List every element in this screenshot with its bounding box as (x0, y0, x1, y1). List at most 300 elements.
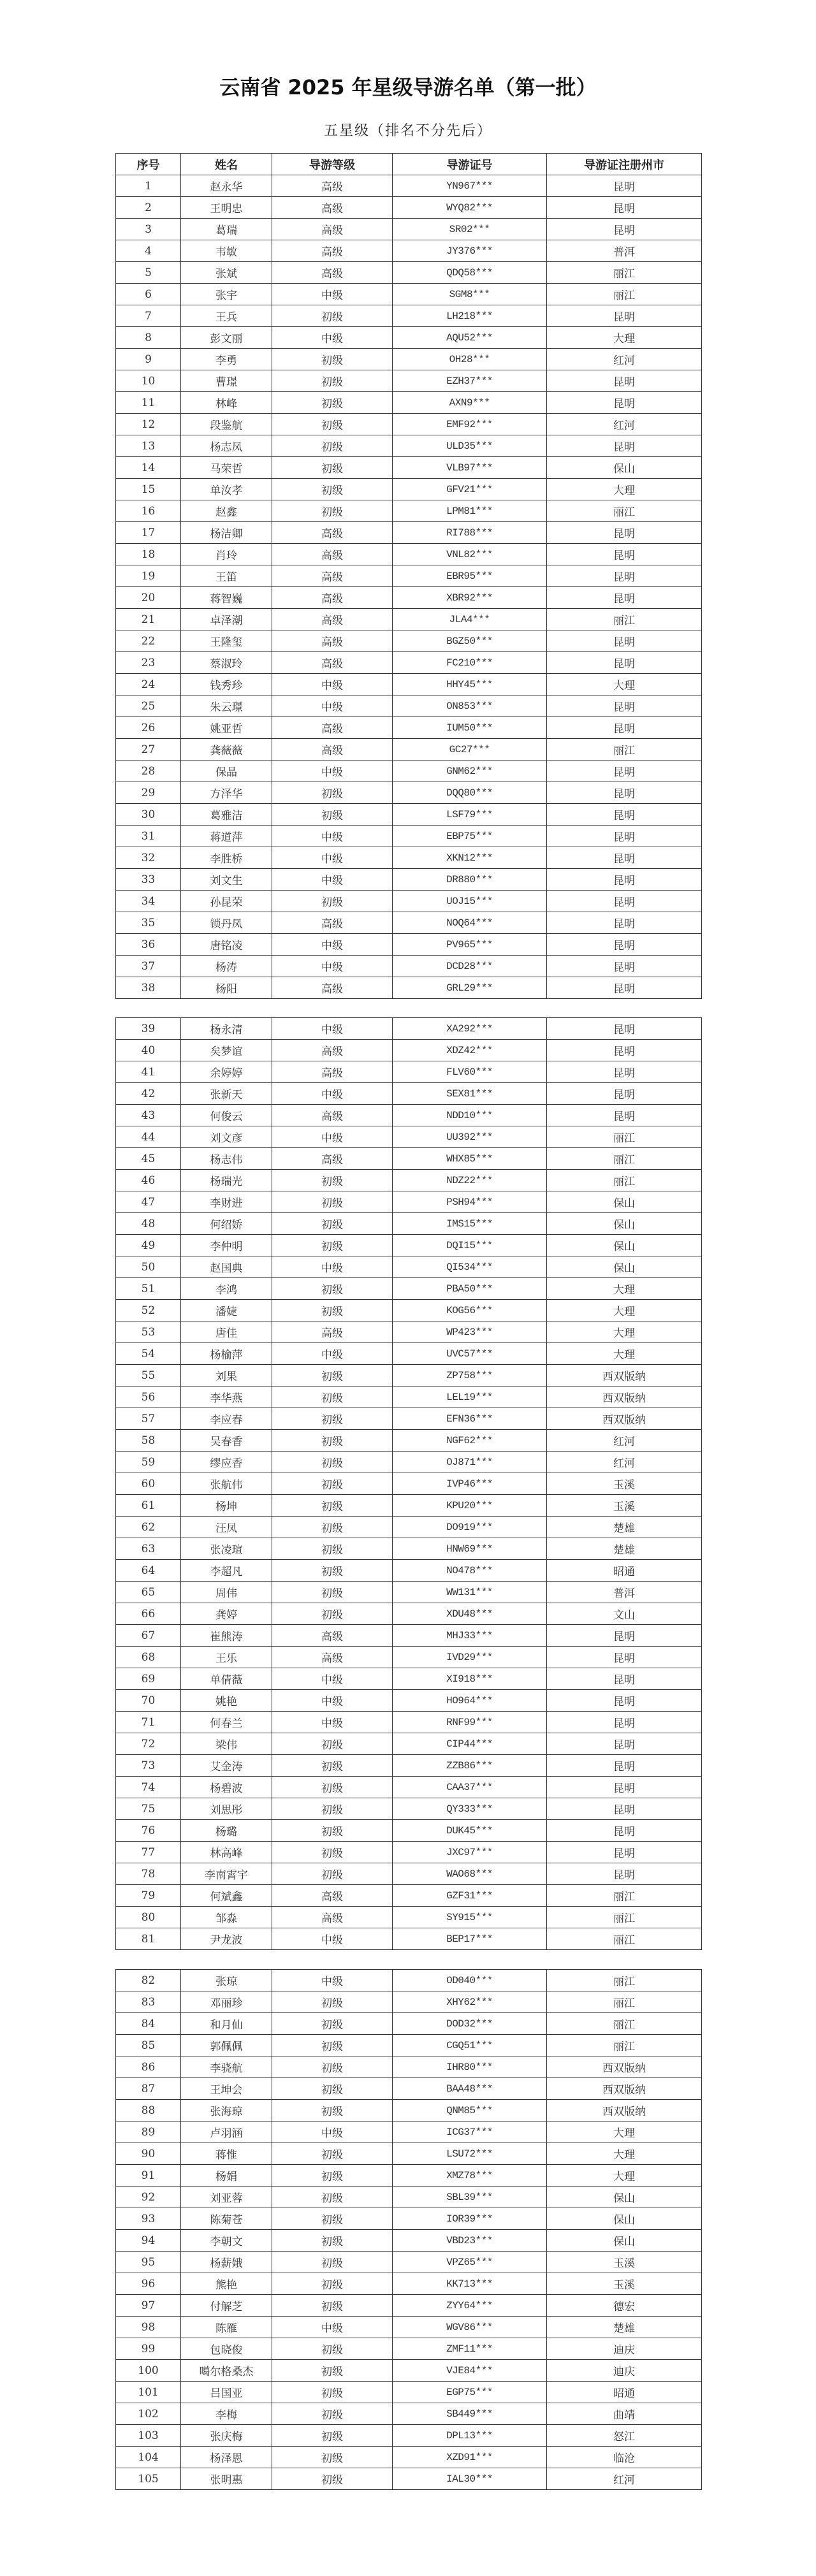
col-cert-no-cell: DR880*** (393, 869, 547, 891)
col-index-cell: 23 (116, 652, 181, 674)
col-level-cell: 初级 (272, 2230, 393, 2252)
col-name-cell: 李朝文 (181, 2230, 272, 2252)
col-city-cell: 昆明 (547, 370, 702, 392)
document-subtitle: 五星级（排名不分先后） (323, 123, 492, 139)
col-name-cell: 艾金涛 (181, 1755, 272, 1777)
table-row (116, 2100, 702, 2121)
col-name-cell: 张庆梅 (181, 2425, 272, 2447)
table-row (116, 587, 702, 609)
col-level-cell: 高级 (272, 609, 393, 630)
table-row (116, 1625, 702, 1647)
col-level-cell: 中级 (272, 1928, 393, 1950)
col-city-cell: 昆明 (547, 956, 702, 977)
col-level-cell: 中级 (272, 1256, 393, 1278)
col-city-cell: 玉溪 (547, 2252, 702, 2273)
col-level-cell: 高级 (272, 240, 393, 262)
table-row (116, 522, 702, 544)
col-name-cell: 李南霄宇 (181, 1863, 272, 1885)
col-cert-no-cell: IVP46*** (393, 1473, 547, 1495)
col-name-cell: 李超凡 (181, 1560, 272, 1582)
col-index-cell: 3 (116, 219, 181, 240)
col-name-cell: 梁伟 (181, 1733, 272, 1755)
col-city-cell: 昆明 (547, 1083, 702, 1105)
col-city-cell: 昆明 (547, 392, 702, 414)
table-row (116, 804, 702, 826)
col-level-cell: 初级 (272, 2143, 393, 2165)
col-name-cell: 赵国典 (181, 1256, 272, 1278)
col-name-cell: 李仲明 (181, 1235, 272, 1256)
col-cert-no-cell: DPL13*** (393, 2425, 547, 2447)
col-level-cell: 高级 (272, 1148, 393, 1170)
col-index-cell: 26 (116, 717, 181, 739)
table-row (116, 500, 702, 522)
col-cert-no-cell: BGZ50*** (393, 630, 547, 652)
col-name-cell: 单汝孝 (181, 479, 272, 500)
col-index-cell: 86 (116, 2056, 181, 2078)
col-cert-no-cell: EFN36*** (393, 1408, 547, 1430)
table-row (116, 1777, 702, 1798)
table-row (116, 1300, 702, 1321)
col-level-cell: 中级 (272, 760, 393, 782)
col-level-cell: 高级 (272, 587, 393, 609)
col-level-cell: 初级 (272, 782, 393, 804)
table-row (116, 175, 702, 197)
col-index-cell: 21 (116, 609, 181, 630)
col-city-cell: 昆明 (547, 934, 702, 956)
table-row (116, 760, 702, 782)
col-city-cell: 丽江 (547, 500, 702, 522)
col-index-cell: 38 (116, 977, 181, 999)
col-level-cell: 中级 (272, 934, 393, 956)
col-level-cell: 初级 (272, 1777, 393, 1798)
table-header-row (116, 154, 702, 175)
col-index-cell: 16 (116, 500, 181, 522)
col-name-cell: 王笛 (181, 565, 272, 587)
col-level-cell: 初级 (272, 2360, 393, 2382)
col-city-cell: 保山 (547, 457, 702, 479)
col-city-cell: 楚雄 (547, 2317, 702, 2338)
col-cert-no-cell: LSF79*** (393, 804, 547, 826)
col-city-cell: 迪庆 (547, 2338, 702, 2360)
col-cert-no-cell: LPM81*** (393, 500, 547, 522)
table-row (116, 2468, 702, 2490)
col-index-cell: 8 (116, 327, 181, 349)
col-name-cell: 崔熊涛 (181, 1625, 272, 1647)
col-index-cell: 93 (116, 2208, 181, 2230)
table-page-block (115, 1017, 702, 1950)
col-name-cell: 王坤会 (181, 2078, 272, 2100)
col-cert-no-cell: ZZB86*** (393, 1755, 547, 1777)
col-level-cell: 初级 (272, 2013, 393, 2035)
col-cert-no-cell: DQQ80*** (393, 782, 547, 804)
col-city-cell: 丽江 (547, 1148, 702, 1170)
col-level-cell: 中级 (272, 1970, 393, 1991)
col-city-cell: 昆明 (547, 1668, 702, 1690)
col-name-cell: 何俊云 (181, 1105, 272, 1126)
col-cert-no-cell: JLA4*** (393, 609, 547, 630)
col-cert-no-cell: OH28*** (393, 349, 547, 370)
col-city-cell: 昆明 (547, 977, 702, 999)
col-name-cell: 卢羽涵 (181, 2121, 272, 2143)
col-name-cell: 刘思彤 (181, 1798, 272, 1820)
col-cert-no-cell: XA292*** (393, 1018, 547, 1040)
col-name-cell: 张明惠 (181, 2468, 272, 2490)
col-index-cell: 68 (116, 1647, 181, 1668)
col-level-cell: 初级 (272, 1452, 393, 1473)
table-row (116, 2121, 702, 2143)
col-city-cell: 昆明 (547, 1820, 702, 1842)
col-cert-no-cell: JXC97*** (393, 1842, 547, 1863)
col-index-cell: 11 (116, 392, 181, 414)
col-city-cell: 昆明 (547, 1777, 702, 1798)
col-cert-no-cell: WAO68*** (393, 1863, 547, 1885)
table-row (116, 1517, 702, 1538)
table-row (116, 1582, 702, 1603)
col-level-cell: 初级 (272, 479, 393, 500)
col-level-cell: 中级 (272, 695, 393, 717)
col-cert-no-cell: BEP17*** (393, 1928, 547, 1950)
col-level-cell: 初级 (272, 1191, 393, 1213)
col-cert-no-cell: GZF31*** (393, 1885, 547, 1907)
col-city-cell: 丽江 (547, 739, 702, 760)
table-row (116, 782, 702, 804)
col-cert-no-cell: IVD29*** (393, 1647, 547, 1668)
col-city-cell: 保山 (547, 1213, 702, 1235)
col-cert-no-cell: OD040*** (393, 1970, 547, 1991)
col-index-cell: 9 (116, 349, 181, 370)
col-name-cell: 赵鑫 (181, 500, 272, 522)
col-cert-no-cell: QI534*** (393, 1256, 547, 1278)
col-level-cell: 初级 (272, 435, 393, 457)
col-city-cell: 昆明 (547, 219, 702, 240)
col-index-cell: 91 (116, 2165, 181, 2187)
col-city-cell: 昆明 (547, 695, 702, 717)
col-cert-no-cell: GFV21*** (393, 479, 547, 500)
col-index-cell: 92 (116, 2187, 181, 2208)
table-row (116, 284, 702, 305)
col-level-cell: 高级 (272, 544, 393, 565)
col-cert-no-cell: XKN12*** (393, 847, 547, 869)
col-index-cell: 25 (116, 695, 181, 717)
col-level-cell: 中级 (272, 1668, 393, 1690)
col-name-cell: 张海琼 (181, 2100, 272, 2121)
col-name-cell: 李胜桥 (181, 847, 272, 869)
col-index-cell: 19 (116, 565, 181, 587)
col-cert-no-cell: NDZ22*** (393, 1170, 547, 1191)
col-city-cell: 红河 (547, 2468, 702, 2490)
col-level-cell: 初级 (272, 1991, 393, 2013)
table-row (116, 1928, 702, 1950)
col-name-cell: 李华燕 (181, 1386, 272, 1408)
col-cert-no-cell: QDQ58*** (393, 262, 547, 284)
col-name-cell: 葛瑞 (181, 219, 272, 240)
col-cert-no-cell: ULD35*** (393, 435, 547, 457)
col-level-cell: 初级 (272, 2382, 393, 2403)
col-city-cell: 红河 (547, 1452, 702, 1473)
col-name-cell: 吕国亚 (181, 2382, 272, 2403)
col-cert-no-cell: GRL29*** (393, 977, 547, 999)
col-name-cell: 王乐 (181, 1647, 272, 1668)
col-cert-no-cell: DQI15*** (393, 1235, 547, 1256)
table-row (116, 2078, 702, 2100)
table-row (116, 435, 702, 457)
col-cert-no-cell: IMS15*** (393, 1213, 547, 1235)
col-name-cell: 蒋惟 (181, 2143, 272, 2165)
col-name-cell: 李勇 (181, 349, 272, 370)
table-row (116, 219, 702, 240)
col-index-cell: 28 (116, 760, 181, 782)
col-city-cell: 丽江 (547, 1928, 702, 1950)
col-level-cell: 高级 (272, 1321, 393, 1343)
table-row (116, 1603, 702, 1625)
col-name-cell: 杨志凤 (181, 435, 272, 457)
col-level-cell: 初级 (272, 2035, 393, 2056)
col-level-cell: 初级 (272, 891, 393, 912)
col-name-cell: 唐铭凌 (181, 934, 272, 956)
col-city-cell: 玉溪 (547, 2273, 702, 2295)
col-index-cell: 52 (116, 1300, 181, 1321)
col-index-cell: 43 (116, 1105, 181, 1126)
col-index-cell: 1 (116, 175, 181, 197)
header-col-level: 导游等级 (272, 154, 393, 175)
col-cert-no-cell: KPU20*** (393, 1495, 547, 1517)
col-index-cell: 15 (116, 479, 181, 500)
col-index-cell: 40 (116, 1040, 181, 1061)
col-name-cell: 保晶 (181, 760, 272, 782)
table-row (116, 1256, 702, 1278)
col-level-cell: 中级 (272, 2121, 393, 2143)
col-cert-no-cell: VBD23*** (393, 2230, 547, 2252)
col-level-cell: 中级 (272, 956, 393, 977)
table-row (116, 392, 702, 414)
table-row (116, 826, 702, 847)
col-name-cell: 朱云璟 (181, 695, 272, 717)
table-row (116, 1061, 702, 1083)
col-index-cell: 75 (116, 1798, 181, 1820)
col-name-cell: 杨薪娥 (181, 2252, 272, 2273)
col-index-cell: 64 (116, 1560, 181, 1582)
col-city-cell: 保山 (547, 2208, 702, 2230)
table-row (116, 1560, 702, 1582)
col-cert-no-cell: HNW69*** (393, 1538, 547, 1560)
col-level-cell: 初级 (272, 2078, 393, 2100)
col-city-cell: 昆明 (547, 1105, 702, 1126)
col-index-cell: 37 (116, 956, 181, 977)
col-name-cell: 肖玲 (181, 544, 272, 565)
col-city-cell: 昆明 (547, 197, 702, 219)
col-name-cell: 杨碧波 (181, 1777, 272, 1798)
col-city-cell: 红河 (547, 349, 702, 370)
col-level-cell: 中级 (272, 1126, 393, 1148)
col-city-cell: 大理 (547, 327, 702, 349)
col-cert-no-cell: DOD32*** (393, 2013, 547, 2035)
col-cert-no-cell: XDZ42*** (393, 1040, 547, 1061)
col-city-cell: 楚雄 (547, 1538, 702, 1560)
col-name-cell: 刘文彦 (181, 1126, 272, 1148)
col-name-cell: 张琼 (181, 1970, 272, 1991)
col-cert-no-cell: OJ871*** (393, 1452, 547, 1473)
col-index-cell: 2 (116, 197, 181, 219)
col-index-cell: 74 (116, 1777, 181, 1798)
col-city-cell: 昆明 (547, 565, 702, 587)
document-title: 云南省 2025 年星级导游名单（第一批） (219, 75, 597, 99)
col-city-cell: 昆明 (547, 1018, 702, 1040)
col-index-cell: 20 (116, 587, 181, 609)
col-cert-no-cell: IUM50*** (393, 717, 547, 739)
col-cert-no-cell: XBR92*** (393, 587, 547, 609)
col-index-cell: 58 (116, 1430, 181, 1452)
col-name-cell: 林高峰 (181, 1842, 272, 1863)
col-level-cell: 初级 (272, 457, 393, 479)
col-index-cell: 5 (116, 262, 181, 284)
col-city-cell: 临沧 (547, 2447, 702, 2468)
col-level-cell: 高级 (272, 717, 393, 739)
table-row (116, 674, 702, 695)
col-name-cell: 李财进 (181, 1191, 272, 1213)
col-cert-no-cell: EBR95*** (393, 565, 547, 587)
col-index-cell: 99 (116, 2338, 181, 2360)
col-level-cell: 初级 (272, 1300, 393, 1321)
col-city-cell: 玉溪 (547, 1495, 702, 1517)
col-cert-no-cell: SGM8*** (393, 284, 547, 305)
col-level-cell: 初级 (272, 2447, 393, 2468)
col-cert-no-cell: VJE84*** (393, 2360, 547, 2382)
table-row (116, 2317, 702, 2338)
col-index-cell: 48 (116, 1213, 181, 1235)
col-level-cell: 初级 (272, 2187, 393, 2208)
table-row (116, 197, 702, 219)
table-row (116, 2252, 702, 2273)
col-level-cell: 初级 (272, 2165, 393, 2187)
table-row (116, 327, 702, 349)
col-city-cell: 大理 (547, 1278, 702, 1300)
col-index-cell: 14 (116, 457, 181, 479)
col-city-cell: 保山 (547, 1256, 702, 1278)
col-city-cell: 丽江 (547, 1170, 702, 1191)
col-cert-no-cell: FLV60*** (393, 1061, 547, 1083)
col-cert-no-cell: QY333*** (393, 1798, 547, 1820)
col-index-cell: 85 (116, 2035, 181, 2056)
col-name-cell: 缪应香 (181, 1452, 272, 1473)
col-index-cell: 63 (116, 1538, 181, 1560)
table-row (116, 1842, 702, 1863)
col-city-cell: 昆明 (547, 544, 702, 565)
col-level-cell: 高级 (272, 630, 393, 652)
table-row (116, 349, 702, 370)
col-city-cell: 昆明 (547, 760, 702, 782)
table-row (116, 2382, 702, 2403)
table-row (116, 414, 702, 435)
col-index-cell: 71 (116, 1712, 181, 1733)
col-city-cell: 大理 (547, 2121, 702, 2143)
table-row (116, 1473, 702, 1495)
col-index-cell: 100 (116, 2360, 181, 2382)
table-row (116, 1970, 702, 1991)
col-level-cell: 高级 (272, 739, 393, 760)
col-city-cell: 大理 (547, 1343, 702, 1365)
table-row (116, 1105, 702, 1126)
col-index-cell: 39 (116, 1018, 181, 1040)
col-name-cell: 付解芝 (181, 2295, 272, 2317)
col-city-cell: 昆明 (547, 847, 702, 869)
col-city-cell: 曲靖 (547, 2403, 702, 2425)
col-index-cell: 42 (116, 1083, 181, 1105)
col-index-cell: 60 (116, 1473, 181, 1495)
col-level-cell: 初级 (272, 1430, 393, 1452)
col-city-cell: 大理 (547, 1300, 702, 1321)
col-index-cell: 50 (116, 1256, 181, 1278)
col-name-cell: 韦敏 (181, 240, 272, 262)
col-level-cell: 初级 (272, 1582, 393, 1603)
col-name-cell: 何斌鑫 (181, 1885, 272, 1907)
col-cert-no-cell: SEX81*** (393, 1083, 547, 1105)
col-cert-no-cell: VPZ65*** (393, 2252, 547, 2273)
col-city-cell: 昭通 (547, 2382, 702, 2403)
table-row (116, 2035, 702, 2056)
col-level-cell: 中级 (272, 1343, 393, 1365)
col-name-cell: 蔡淑玲 (181, 652, 272, 674)
col-index-cell: 97 (116, 2295, 181, 2317)
col-city-cell: 昆明 (547, 587, 702, 609)
col-name-cell: 唐佳 (181, 1321, 272, 1343)
col-index-cell: 95 (116, 2252, 181, 2273)
table-row (116, 1321, 702, 1343)
col-level-cell: 初级 (272, 1170, 393, 1191)
col-name-cell: 段鉴航 (181, 414, 272, 435)
col-city-cell: 德宏 (547, 2295, 702, 2317)
col-index-cell: 7 (116, 305, 181, 327)
col-city-cell: 昆明 (547, 1733, 702, 1755)
col-level-cell: 高级 (272, 262, 393, 284)
col-level-cell: 初级 (272, 2273, 393, 2295)
col-city-cell: 昆明 (547, 804, 702, 826)
col-name-cell: 陈菊苍 (181, 2208, 272, 2230)
col-name-cell: 张航伟 (181, 1473, 272, 1495)
col-name-cell: 汪凤 (181, 1517, 272, 1538)
table-row (116, 956, 702, 977)
col-index-cell: 67 (116, 1625, 181, 1647)
table-row (116, 262, 702, 284)
col-level-cell: 初级 (272, 1560, 393, 1582)
col-index-cell: 87 (116, 2078, 181, 2100)
col-name-cell: 邹淼 (181, 1907, 272, 1928)
table-row (116, 739, 702, 760)
col-city-cell: 昆明 (547, 1842, 702, 1863)
col-index-cell: 47 (116, 1191, 181, 1213)
col-name-cell: 葛雅洁 (181, 804, 272, 826)
table-row (116, 1018, 702, 1040)
col-index-cell: 65 (116, 1582, 181, 1603)
table-row (116, 1820, 702, 1842)
col-index-cell: 34 (116, 891, 181, 912)
table-row (116, 1495, 702, 1517)
col-cert-no-cell: EGP75*** (393, 2382, 547, 2403)
table-row (116, 1647, 702, 1668)
col-index-cell: 56 (116, 1386, 181, 1408)
col-city-cell: 昆明 (547, 175, 702, 197)
col-city-cell: 昆明 (547, 522, 702, 544)
col-level-cell: 初级 (272, 1517, 393, 1538)
col-city-cell: 昆明 (547, 782, 702, 804)
table-row (116, 2447, 702, 2468)
col-index-cell: 6 (116, 284, 181, 305)
col-index-cell: 90 (116, 2143, 181, 2165)
col-level-cell: 中级 (272, 327, 393, 349)
col-city-cell: 大理 (547, 674, 702, 695)
col-name-cell: 噶尔格桑杰 (181, 2360, 272, 2382)
table-row (116, 1733, 702, 1755)
col-index-cell: 44 (116, 1126, 181, 1148)
